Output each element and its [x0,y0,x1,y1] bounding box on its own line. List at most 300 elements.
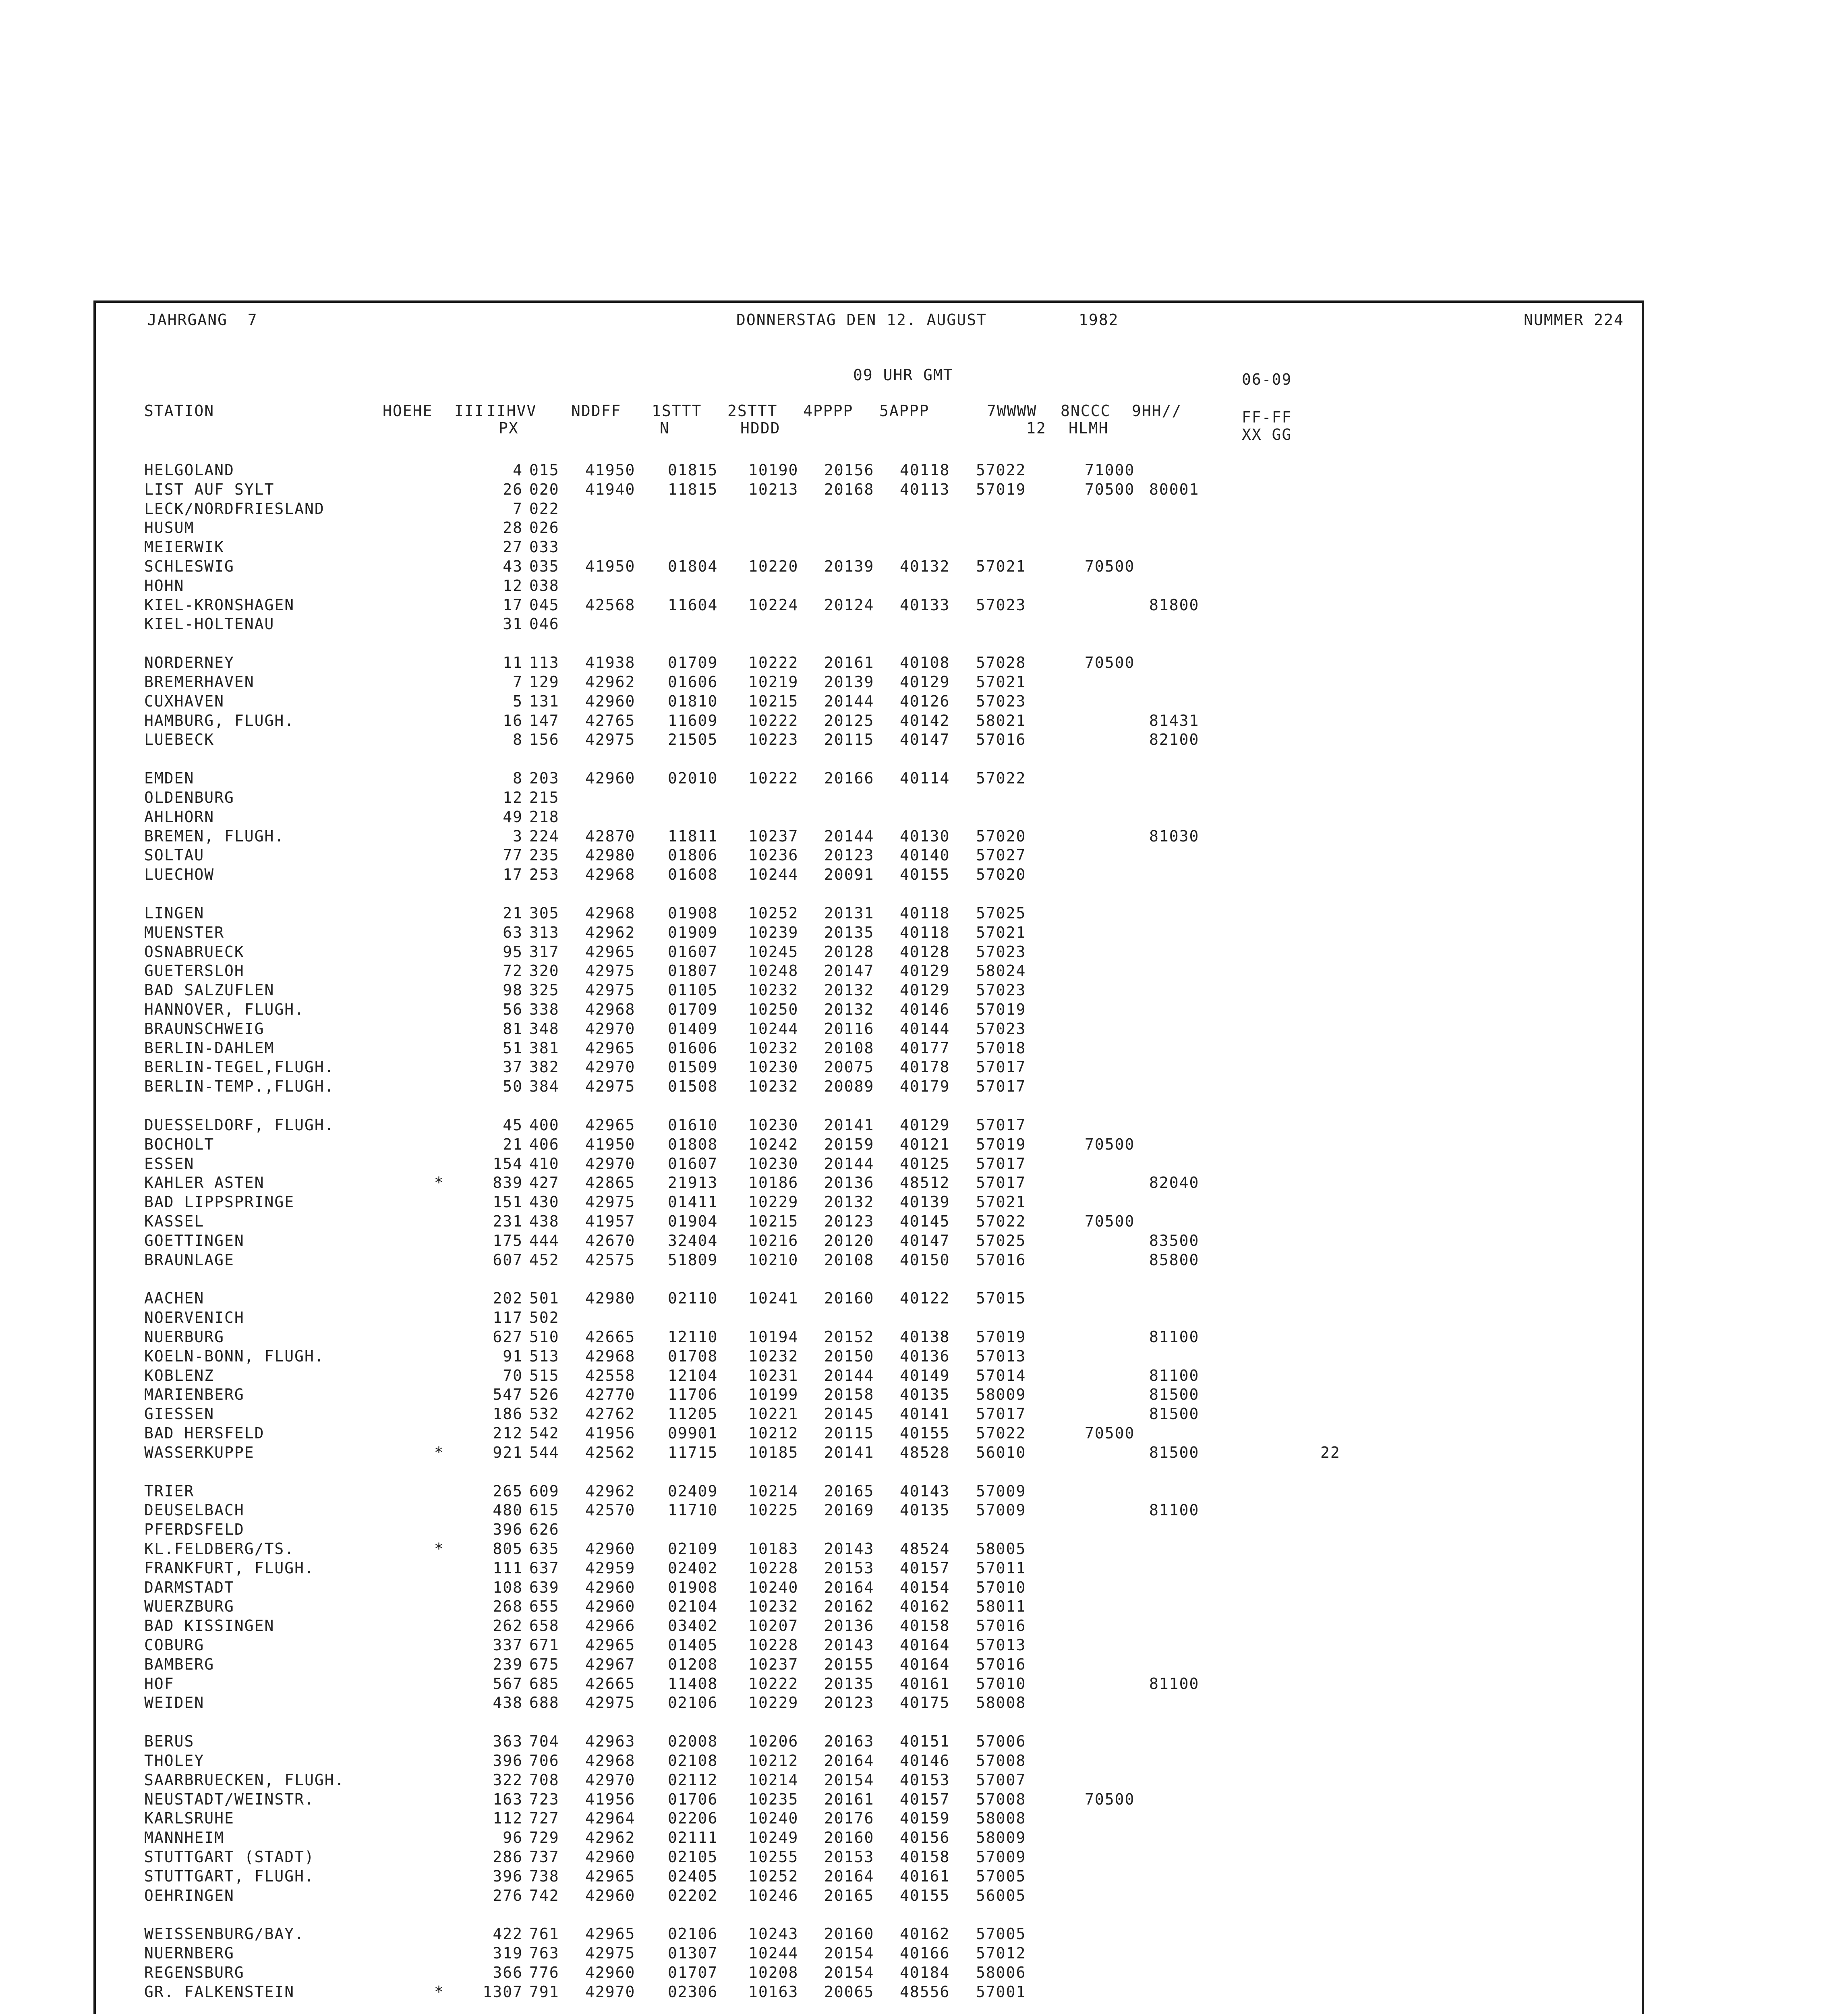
iihvv-value: 41940 [585,480,636,498]
1sttt-value: 10231 [748,1366,799,1384]
height-value: 91 [503,1347,523,1365]
nddff-value: 01411 [668,1193,718,1211]
2sttt-value: 20091 [824,866,874,884]
height-value: 31 [503,615,523,633]
nddff-value: 01208 [668,1655,718,1673]
table-row [96,1963,1639,1982]
5appp-value: 57017 [976,1116,1026,1134]
station-index: 338 [529,1001,559,1018]
1sttt-value: 10194 [748,1328,799,1346]
iihvv-value: 42964 [585,1809,636,1828]
4pppp-value: 40156 [900,1829,950,1847]
nddff-value: 02104 [668,1598,718,1616]
height-value: 28 [503,519,523,537]
iihvv-value: 42975 [585,1193,636,1211]
table-row [96,1848,1639,1867]
height-value: 16 [503,711,523,729]
8nccc-value: 81500 [1149,1386,1200,1404]
station-name: MANNHEIM [144,1829,225,1847]
height-value: 27 [503,538,523,556]
iihvv-value: 42975 [585,981,636,999]
height-value: 49 [503,808,523,826]
station-index: 738 [529,1867,559,1885]
table-row [96,1212,1639,1231]
iihvv-value: 42975 [585,962,636,980]
height-value: 17 [503,866,523,884]
station-index: 658 [529,1617,559,1635]
5appp-value: 57001 [976,1983,1026,2001]
col-ff-sub: XX GG [1242,426,1292,443]
5appp-value: 57023 [976,981,1026,999]
station-name: NORDERNEY [144,654,234,672]
table-row [96,904,1639,923]
table-row [96,1674,1639,1693]
nddff-value: 01804 [668,557,718,575]
iihvv-value: 42962 [585,1482,636,1500]
station-index: 452 [529,1251,559,1269]
7wwww-value: 70500 [1085,1790,1135,1808]
5appp-value: 57009 [976,1501,1026,1519]
5appp-value: 57010 [976,1674,1026,1693]
1sttt-value: 10214 [748,1771,799,1789]
iihvv-value: 42960 [585,1848,636,1866]
1sttt-value: 10243 [748,1925,799,1943]
2sttt-value: 20075 [824,1058,874,1076]
station-index: 675 [529,1655,559,1673]
2sttt-value: 20125 [824,711,874,729]
station-index: 218 [529,808,559,826]
station-index: 015 [529,461,559,479]
5appp-value: 58005 [976,1540,1026,1558]
2sttt-value: 20161 [824,654,874,672]
station-index: 235 [529,846,559,864]
station-name: KARLSRUHE [144,1809,234,1828]
station-name: NEUSTADT/WEINSTR. [144,1790,315,1808]
2sttt-value: 20141 [824,1443,874,1461]
station-index: 313 [529,923,559,941]
iihvv-value: 42966 [585,1617,636,1635]
iihvv-value: 42970 [585,1771,636,1789]
station-index: 635 [529,1540,559,1558]
height-value: 43 [503,557,523,575]
iihvv-value: 42962 [585,1829,636,1847]
4pppp-value: 40113 [900,480,950,498]
4pppp-value: 40118 [900,923,950,941]
table-row [96,1616,1639,1635]
table-row [96,1231,1639,1250]
iihvv-value: 42980 [585,846,636,864]
nddff-value: 51809 [668,1251,718,1269]
table-row [96,557,1639,576]
height-value: 186 [493,1405,523,1423]
4pppp-value: 40164 [900,1655,950,1673]
5appp-value: 57021 [976,923,1026,941]
7wwww-value: 70500 [1085,654,1135,672]
height-value: 117 [493,1309,523,1327]
height-value: 108 [493,1578,523,1596]
nddff-value: 01810 [668,692,718,710]
1sttt-value: 10229 [748,1193,799,1211]
col-9hh: 9HH// [1132,402,1182,420]
2sttt-value: 20123 [824,1694,874,1712]
height-value: 98 [503,981,523,999]
4pppp-value: 48512 [900,1174,950,1192]
mountain-marker: * [434,1174,444,1192]
nddff-value: 02405 [668,1867,718,1885]
4pppp-value: 40122 [900,1289,950,1307]
station-index: 317 [529,943,559,961]
table-row [96,1039,1639,1058]
5appp-value: 57014 [976,1366,1026,1384]
2sttt-value: 20136 [824,1617,874,1635]
5appp-value: 57023 [976,943,1026,961]
height-value: 51 [503,1039,523,1057]
2sttt-value: 20089 [824,1077,874,1096]
table-row [96,1501,1639,1520]
4pppp-value: 40118 [900,461,950,479]
height-value: 45 [503,1116,523,1134]
nddff-value: 01909 [668,923,718,941]
height-value: 77 [503,846,523,864]
height-value: 112 [493,1809,523,1828]
table-row [96,1751,1639,1770]
8nccc-value: 81431 [1149,711,1200,729]
station-name: LUEBECK [144,731,215,749]
4pppp-value: 40126 [900,692,950,710]
station-name: GOETTINGEN [144,1231,244,1249]
iihvv-value: 41950 [585,461,636,479]
col-1sttt: 1STTT [652,402,702,420]
2sttt-value: 20131 [824,904,874,922]
table-row [96,808,1639,827]
nddff-value: 01815 [668,461,718,479]
table-row [96,673,1639,692]
height-value: 63 [503,923,523,941]
1sttt-value: 10241 [748,1289,799,1307]
nddff-value: 03402 [668,1617,718,1635]
station-name: OSNABRUECK [144,943,244,961]
2sttt-value: 20132 [824,981,874,999]
height-value: 422 [493,1925,523,1943]
table-row [96,518,1639,537]
5appp-value: 58008 [976,1809,1026,1828]
height-value: 95 [503,943,523,961]
8nccc-value: 82040 [1149,1174,1200,1192]
4pppp-value: 40140 [900,846,950,864]
nddff-value: 02112 [668,1771,718,1789]
2sttt-value: 20108 [824,1039,874,1057]
4pppp-value: 40132 [900,557,950,575]
station-index: 410 [529,1154,559,1173]
4pppp-value: 40141 [900,1405,950,1423]
4pppp-value: 40184 [900,1964,950,1981]
table-row [96,1405,1639,1423]
nddff-value: 01405 [668,1636,718,1654]
2sttt-value: 20160 [824,1829,874,1847]
5appp-value: 57011 [976,1559,1026,1577]
height-value: 1307 [483,1983,523,2001]
8nccc-value: 81100 [1149,1328,1200,1346]
8nccc-value: 82100 [1149,731,1200,749]
table-row [96,1828,1639,1847]
1sttt-value: 10222 [748,769,799,787]
table-row [96,1308,1639,1327]
table-row [96,1790,1639,1809]
height-value: 12 [503,789,523,806]
nddff-value: 02306 [668,1983,718,2001]
station-index: 046 [529,615,559,633]
table-row [96,846,1639,865]
station-index: 526 [529,1386,559,1404]
1sttt-value: 10215 [748,1212,799,1230]
station-index: 737 [529,1848,559,1866]
iihvv-value: 42762 [585,1405,636,1423]
2sttt-value: 20123 [824,846,874,864]
col-8nccc-sub: HLMH [1069,419,1109,437]
nddff-value: 11408 [668,1674,718,1693]
station-name: KASSEL [144,1212,205,1230]
iihvv-value: 42558 [585,1366,636,1384]
station-name: KL.FELDBERG/TS. [144,1540,295,1558]
1sttt-value: 10163 [748,1983,799,2001]
station-name: LIST AUF SYLT [144,480,275,498]
nddff-value: 11811 [668,827,718,845]
height-value: 70 [503,1366,523,1384]
station-name: STUTTGART, FLUGH. [144,1867,315,1885]
height-value: 480 [493,1501,523,1519]
station-name: SAARBRUECKEN, FLUGH. [144,1771,345,1789]
table-row [96,1655,1639,1674]
nddff-value: 21913 [668,1174,718,1192]
5appp-value: 58021 [976,711,1026,729]
table-row [96,1289,1639,1308]
table-row [96,461,1639,480]
table-row [96,1925,1639,1944]
2sttt-value: 20158 [824,1386,874,1404]
nddff-value: 12104 [668,1366,718,1384]
height-value: 805 [493,1540,523,1558]
2sttt-value: 20144 [824,1154,874,1173]
4pppp-value: 40154 [900,1578,950,1596]
table-row [96,1771,1639,1790]
station-name: GIESSEN [144,1405,215,1423]
iihvv-value: 42975 [585,731,636,749]
5appp-value: 57016 [976,1655,1026,1673]
nddff-value: 01508 [668,1077,718,1096]
iihvv-value: 41938 [585,654,636,672]
nddff-value: 01607 [668,1154,718,1173]
height-value: 547 [493,1386,523,1404]
1sttt-value: 10244 [748,1019,799,1038]
height-value: 396 [493,1521,523,1539]
5appp-value: 56005 [976,1886,1026,1904]
station-index: 384 [529,1077,559,1096]
nddff-value: 02111 [668,1829,718,1847]
4pppp-value: 40159 [900,1809,950,1828]
station-name: KIEL-HOLTENAU [144,615,275,633]
height-value: 81 [503,1019,523,1038]
station-name: BERLIN-DAHLEM [144,1039,275,1057]
4pppp-value: 40177 [900,1039,950,1057]
5appp-value: 57023 [976,596,1026,614]
table-row [96,1173,1639,1192]
2sttt-value: 20135 [824,1674,874,1693]
5appp-value: 57022 [976,769,1026,787]
2sttt-value: 20116 [824,1019,874,1038]
1sttt-value: 10220 [748,557,799,575]
5appp-value: 57019 [976,1328,1026,1346]
iihvv-value: 42960 [585,1598,636,1616]
7wwww-value: 71000 [1085,461,1135,479]
5appp-value: 57022 [976,1424,1026,1442]
1sttt-value: 10208 [748,1964,799,1981]
nddff-value: 02402 [668,1559,718,1577]
station-name: BERUS [144,1732,195,1751]
1sttt-value: 10224 [748,596,799,614]
station-index: 129 [529,673,559,691]
5appp-value: 57013 [976,1347,1026,1365]
table-row [96,1424,1639,1443]
iihvv-value: 42960 [585,769,636,787]
station-index: 038 [529,576,559,595]
mountain-marker: * [434,1983,444,2001]
height-value: 286 [493,1848,523,1866]
1sttt-value: 10215 [748,692,799,710]
table-row [96,1944,1639,1963]
height-value: 154 [493,1154,523,1173]
5appp-value: 58009 [976,1829,1026,1847]
1sttt-value: 10221 [748,1405,799,1423]
station-name: HOHN [144,576,184,595]
nddff-value: 01607 [668,943,718,961]
station-index: 544 [529,1443,559,1461]
height-value: 151 [493,1193,523,1211]
5appp-value: 57019 [976,1135,1026,1153]
4pppp-value: 40108 [900,654,950,672]
height-value: 72 [503,962,523,980]
nddff-value: 02106 [668,1925,718,1943]
station-index: 685 [529,1674,559,1693]
issue-number: NUMMER 224 [1524,311,1624,329]
iihvv-value: 42980 [585,1289,636,1307]
height-value: 921 [493,1443,523,1461]
station-name: WEISSENBURG/BAY. [144,1925,305,1943]
station-name: SOLTAU [144,846,205,864]
table-row [96,1520,1639,1539]
4pppp-value: 40129 [900,673,950,691]
height-value: 276 [493,1886,523,1904]
height-value: 21 [503,1135,523,1153]
4pppp-value: 40157 [900,1790,950,1808]
nddff-value: 01409 [668,1019,718,1038]
1sttt-value: 10206 [748,1732,799,1751]
5appp-value: 57023 [976,692,1026,710]
iihvv-value: 42975 [585,1944,636,1962]
5appp-value: 57019 [976,480,1026,498]
station-index: 626 [529,1521,559,1539]
table-row [96,730,1639,749]
col-iii: III [454,402,485,420]
station-name: EMDEN [144,769,195,787]
height-value: 11 [503,654,523,672]
station-name: GUETERSLOH [144,962,244,980]
station-name: PFERDSFELD [144,1521,244,1539]
2sttt-value: 20153 [824,1559,874,1577]
station-name: KOBLENZ [144,1366,215,1384]
station-index: 791 [529,1983,559,2001]
4pppp-value: 40136 [900,1347,950,1365]
height-value: 8 [513,769,523,787]
nddff-value: 02206 [668,1809,718,1828]
2sttt-value: 20162 [824,1598,874,1616]
1sttt-value: 10232 [748,1347,799,1365]
table-row [96,1058,1639,1077]
5appp-value: 56010 [976,1443,1026,1461]
station-index: 671 [529,1636,559,1654]
station-index: 542 [529,1424,559,1442]
nddff-value: 02409 [668,1482,718,1500]
station-index: 406 [529,1135,559,1153]
col-2sttt: 2STTT [727,402,778,420]
table-row [96,769,1639,788]
table-row [96,538,1639,557]
4pppp-value: 40135 [900,1501,950,1519]
8nccc-value: 81500 [1149,1443,1200,1461]
mountain-marker: * [434,1540,444,1558]
2sttt-value: 20144 [824,692,874,710]
1sttt-value: 10219 [748,673,799,691]
table-row [96,1193,1639,1212]
station-name: DARMSTADT [144,1578,234,1596]
station-index: 615 [529,1501,559,1519]
station-index: 502 [529,1309,559,1327]
4pppp-value: 40178 [900,1058,950,1076]
height-value: 265 [493,1482,523,1500]
station-index: 348 [529,1019,559,1038]
height-value: 567 [493,1674,523,1693]
5appp-value: 57018 [976,1039,1026,1057]
4pppp-value: 40158 [900,1617,950,1635]
height-value: 607 [493,1251,523,1269]
table-row [96,1540,1639,1558]
col-5appp: 5APPP [879,402,930,420]
iihvv-value: 42968 [585,904,636,922]
table-row [96,827,1639,846]
table-row [96,596,1639,615]
station-name: BERLIN-TEMP.,FLUGH. [144,1077,335,1096]
station-index: 113 [529,654,559,672]
station-index: 532 [529,1405,559,1423]
station-name: AACHEN [144,1289,205,1307]
nddff-value: 01908 [668,1578,718,1596]
5appp-value: 57006 [976,1732,1026,1751]
2sttt-value: 20165 [824,1886,874,1904]
table-row [96,1559,1639,1578]
station-index: 381 [529,1039,559,1057]
station-name: NUERBURG [144,1328,225,1346]
height-value: 262 [493,1617,523,1635]
nddff-value: 02109 [668,1540,718,1558]
2sttt-value: 20108 [824,1251,874,1269]
nddff-value: 01708 [668,1347,718,1365]
8nccc-value: 81800 [1149,596,1200,614]
1sttt-value: 10232 [748,1039,799,1057]
iihvv-value: 42962 [585,673,636,691]
5appp-value: 57017 [976,1077,1026,1096]
2sttt-value: 20155 [824,1655,874,1673]
iihvv-value: 42960 [585,1964,636,1981]
nddff-value: 21505 [668,731,718,749]
